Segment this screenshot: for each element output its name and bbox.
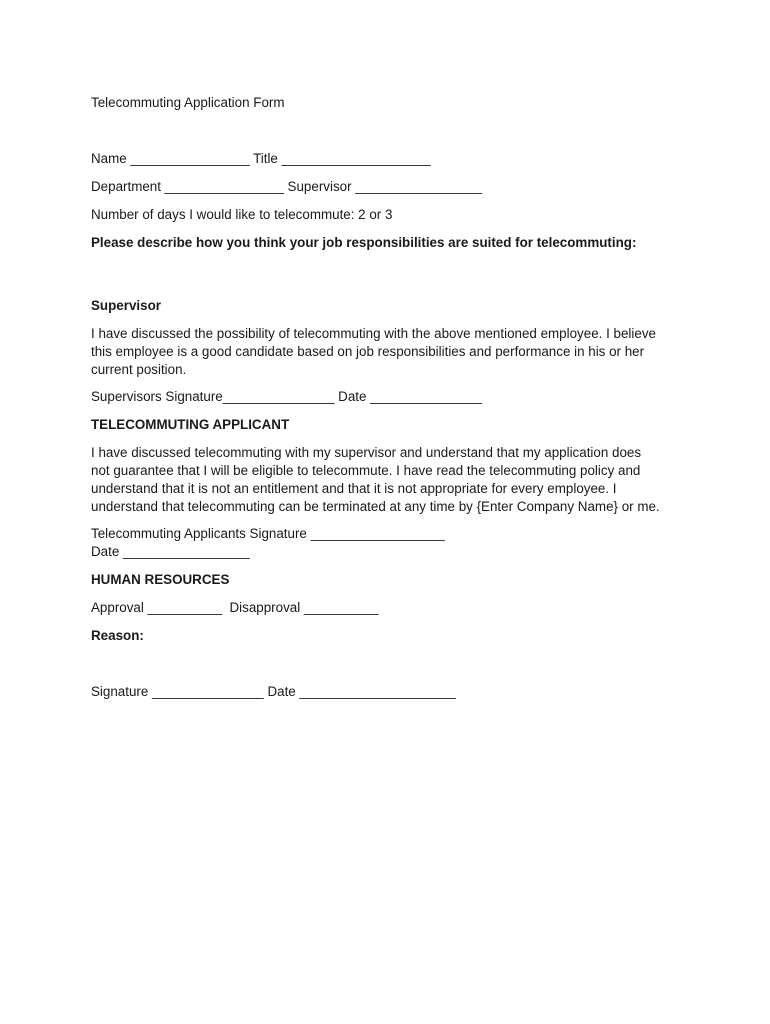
supervisor-paragraph-line: I have discussed the possibility of telecommuting with the above mentioned employee. I believe [91, 326, 656, 341]
applicant-paragraph-line: understand that it is not an entitlement and that it is not appropriate for every employee. I [91, 481, 617, 496]
hr-heading: HUMAN RESOURCES [91, 572, 230, 587]
telecommute-days-line: Number of days I would like to telecommute: 2 or 3 [91, 207, 393, 222]
department-supervisor-fields: Department ________________ Supervisor _________________ [91, 179, 482, 194]
applicant-signature-line: Telecommuting Applicants Signature __________________ [91, 526, 445, 541]
applicant-paragraph-line: understand that telecommuting can be terminated at any time by {Enter Company Name} or me. [91, 499, 660, 514]
applicant-heading: TELECOMMUTING APPLICANT [91, 417, 290, 432]
approval-disapproval-line: Approval __________ Disapproval __________ [91, 600, 379, 615]
form-title: Telecommuting Application Form [91, 95, 285, 110]
job-suitability-prompt: Please describe how you think your job responsibilities are suited for telecommuting: [91, 235, 637, 250]
hr-signature-line: Signature _______________ Date _____________________ [91, 684, 456, 699]
supervisor-heading: Supervisor [91, 298, 161, 313]
applicant-paragraph-line: I have discussed telecommuting with my supervisor and understand that my application does [91, 445, 642, 460]
applicant-date-line: Date _________________ [91, 544, 250, 559]
reason-label: Reason: [91, 628, 144, 643]
supervisor-paragraph-line: current position. [91, 362, 187, 377]
applicant-paragraph-line: not guarantee that I will be eligible to telecommute. I have read the telecommuting policy and [91, 463, 641, 478]
supervisor-paragraph-line: this employee is a good candidate based on job responsibilities and performance in his or her [91, 344, 645, 359]
supervisor-signature-line: Supervisors Signature_______________ Date _______________ [91, 389, 482, 404]
name-title-fields: Name ________________ Title ____________________ [91, 151, 431, 166]
